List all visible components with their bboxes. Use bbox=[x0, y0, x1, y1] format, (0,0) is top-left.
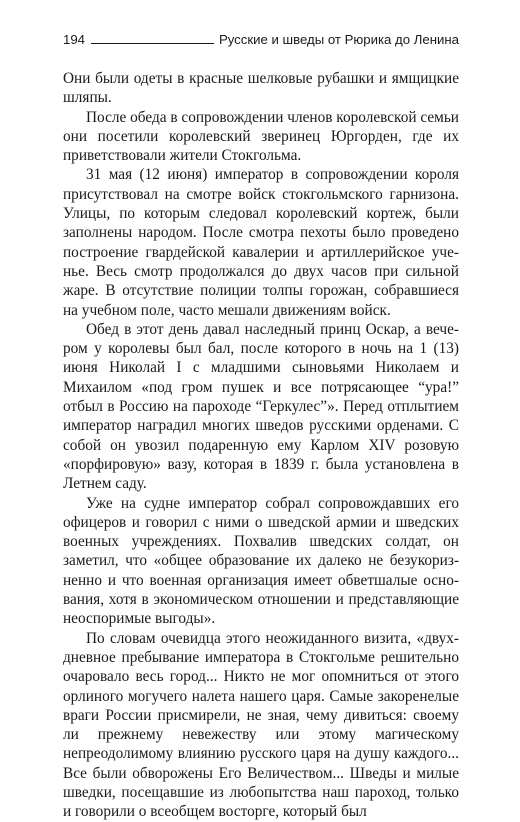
paragraph-6: По словам очевидца этого неожиданного визита, «двухдневное пребывание императора в Стокгольме решительно очаровало весь город... Никто не мог опомниться от этого орлиного могучего налета нашего царя. Самые закоренелые враги России присмирели, не зная, чему дивиться: своему ли прежнему невежеству или этому магическому непреодолимому влиянию русского царя на душу каждого... Все были обворожены Его Величеством... Шведы и милые шведки, посещавшие из любопытства наш пароход, только и говорили о всеобщем восторге, который был bbox=[63, 629, 459, 821]
book-page bbox=[63, 30, 459, 822]
running-title: Русские и шведы от Рюрика до Ленина bbox=[218, 32, 459, 47]
paragraph-2: После обеда в сопровождении членов королевской семьи они посетили королевский зверинец Юргорден, где их приветствовали жители Стокгольма. bbox=[63, 108, 459, 165]
paragraph-3: 31 мая (12 июня) император в сопровождении короля присутствовал на смотре войск стокгольмского гарнизона. Улицы, по которым следовал королевский кортеж, были заполнены народом. После смотра пехоты было проведено построение гвардейской кавалерии и артиллерийское ученье. Весь смотр продолжался до двух часов при сильной жаре. В отсутствие полиции толпы горожан, собравшиеся на учебном поле, часто мешали движениям войск. bbox=[63, 166, 459, 319]
header-rule bbox=[91, 43, 214, 44]
page-number: 194 bbox=[63, 32, 86, 47]
paragraph-5: Уже на судне император собрал сопровождавших его офицеров и говорил с ними о шведской армии и шведских военных учреждениях. Похвалив шведских солдат, он заметил, что «общее образование их далеко не безукоризненно и что военная организация имеет обветшалые основания, хотя в экономическом отношении и представляющие неоспоримые выгоды». bbox=[63, 494, 459, 628]
paragraph-4: Обед в этот день давал наследный принц Оскар, а вечером у королевы был бал, после которого в ночь на 1 (13) июня Николай I с младшими сыновьями Николаем и Михаилом «под гром пушек и все потрясающее “ура!” отбыл в Россию на пароходе “Геркулес”». Перед отплытием император наградил многих шведов русскими орденами. С собой он увозил подаренную ему Карлом XIV розовую «порфировую» вазу, которая в 1839 г. была установлена в Летнем саду. bbox=[63, 320, 459, 493]
running-header bbox=[63, 30, 459, 48]
body-text bbox=[63, 69, 459, 822]
paragraph-1: Они были одеты в красные шелковые рубашки и ямщицкие шляпы. bbox=[63, 70, 459, 107]
